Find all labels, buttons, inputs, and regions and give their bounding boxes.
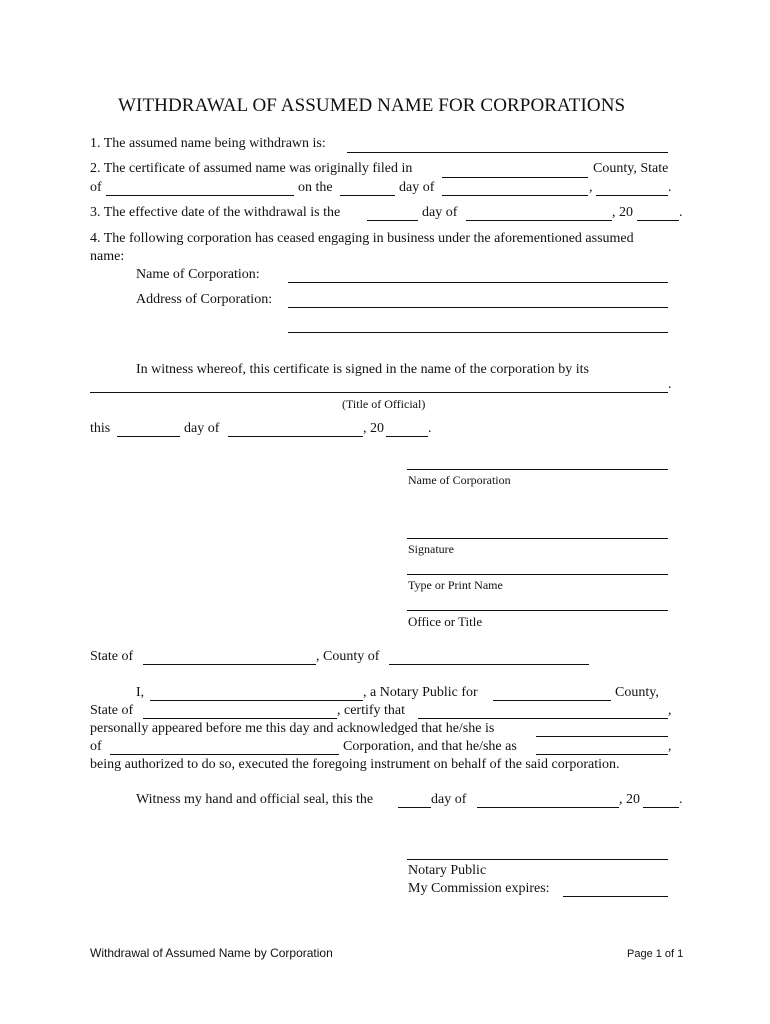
footer-document-name: Withdrawal of Assumed Name by Corporation: [90, 946, 333, 960]
seal-year-prefix: , 20: [619, 792, 640, 807]
assumed-name-field[interactable]: [347, 152, 668, 153]
item-4-name-text: name:: [90, 249, 125, 264]
item-2-comma: ,: [589, 180, 593, 195]
commission-expires-field[interactable]: [563, 896, 668, 897]
office-or-title-caption: Office or Title: [408, 614, 483, 629]
notary-state-field[interactable]: [143, 664, 316, 665]
notary-of-text: of: [90, 739, 102, 754]
filed-in-county-field[interactable]: [442, 177, 588, 178]
title-of-official-field[interactable]: [90, 392, 668, 393]
item-3-text: 3. The effective date of the withdrawal is the: [90, 205, 341, 220]
witness-text: In witness whereof, this certificate is signed in the name of the corporation by its: [136, 362, 589, 377]
personally-appeared-text: personally appeared before me this day and acknowledged that he/she is: [90, 721, 495, 736]
appearing-title-field[interactable]: [536, 736, 668, 737]
item-1-text: 1. The assumed name being withdrawn is:: [90, 136, 326, 151]
notary-public-for-text: , a Notary Public for: [363, 685, 478, 700]
notary-i-text: I,: [136, 685, 145, 700]
footer-page-number: Page 1 of 1: [627, 948, 684, 960]
name-of-corporation-label: Name of Corporation:: [136, 267, 260, 282]
authorized-text: being authorized to do so, executed the foregoing instrument on behalf of the said corporation.: [90, 757, 620, 772]
this-text: this: [90, 421, 111, 436]
county-state-text: County, State: [593, 161, 669, 176]
effective-month-field[interactable]: [466, 220, 612, 221]
on-the-text: on the: [298, 180, 333, 195]
seal-day-of-text: day of: [431, 792, 467, 807]
name-of-corporation-field[interactable]: [288, 282, 668, 283]
item-3-year-prefix: , 20: [612, 205, 633, 220]
notary-county-text: County,: [615, 685, 659, 700]
witness-seal-text: Witness my hand and official seal, this the: [136, 792, 374, 807]
printed-name-field[interactable]: [407, 574, 668, 575]
notary-comma-1: ,: [668, 703, 672, 718]
address-of-corporation-label: Address of Corporation:: [136, 292, 273, 307]
notary-public-state-field[interactable]: [143, 718, 337, 719]
notary-public-county-field[interactable]: [493, 700, 611, 701]
state-of-label: State of: [90, 649, 134, 664]
seal-period: .: [679, 792, 683, 807]
item-2-of-text: of: [90, 180, 102, 195]
notary-name-field[interactable]: [150, 700, 363, 701]
effective-day-field[interactable]: [367, 220, 418, 221]
county-of-label: , County of: [316, 649, 380, 664]
title-of-official-caption: (Title of Official): [342, 397, 426, 411]
signed-period: .: [428, 421, 432, 436]
signature-caption: Signature: [408, 542, 454, 556]
effective-year-field[interactable]: [637, 220, 679, 221]
day-of-text: day of: [399, 180, 435, 195]
original-month-field[interactable]: [442, 195, 588, 196]
item-4-text: 4. The following corporation has ceased engaging in business under the aforementioned assumed: [90, 231, 634, 246]
address-line-1-field[interactable]: [288, 307, 668, 308]
state-of-field[interactable]: [106, 195, 294, 196]
item-3-period: .: [679, 205, 683, 220]
witness-period: .: [668, 377, 672, 392]
name-of-corporation-caption: Name of Corporation: [408, 473, 511, 487]
signed-day-field[interactable]: [117, 436, 180, 437]
office-or-title-field[interactable]: [407, 610, 668, 611]
item-2-period: .: [668, 180, 672, 195]
type-or-print-name-caption: Type or Print Name: [408, 578, 503, 592]
appearing-person-field[interactable]: [418, 718, 668, 719]
commission-expires-label: My Commission expires:: [408, 881, 550, 896]
seal-month-field[interactable]: [477, 807, 619, 808]
notary-state-of-text: State of: [90, 703, 134, 718]
appearing-corporation-field[interactable]: [110, 754, 339, 755]
signed-month-field[interactable]: [228, 436, 363, 437]
notary-county-field[interactable]: [389, 664, 589, 665]
seal-year-field[interactable]: [643, 807, 679, 808]
certify-that-text: , certify that: [337, 703, 406, 718]
item-3-day-of-text: day of: [422, 205, 458, 220]
signed-day-of-text: day of: [184, 421, 220, 436]
signature-field[interactable]: [407, 538, 668, 539]
notary-signature-field[interactable]: [407, 859, 668, 860]
notary-comma-2: ,: [668, 739, 672, 754]
original-year-field[interactable]: [596, 195, 668, 196]
page-title: WITHDRAWAL OF ASSUMED NAME FOR CORPORATIONS: [118, 95, 626, 116]
address-line-2-field[interactable]: [288, 332, 668, 333]
original-day-field[interactable]: [340, 195, 395, 196]
notary-public-caption: Notary Public: [408, 863, 487, 878]
signed-year-field[interactable]: [386, 436, 428, 437]
corporation-and-text: Corporation, and that he/she as: [343, 739, 517, 754]
item-2-text: 2. The certificate of assumed name was originally filed in: [90, 161, 413, 176]
corporation-name-signature-field[interactable]: [407, 469, 668, 470]
signed-year-prefix: , 20: [363, 421, 384, 436]
appearing-role-field[interactable]: [536, 754, 668, 755]
seal-day-field[interactable]: [398, 807, 431, 808]
